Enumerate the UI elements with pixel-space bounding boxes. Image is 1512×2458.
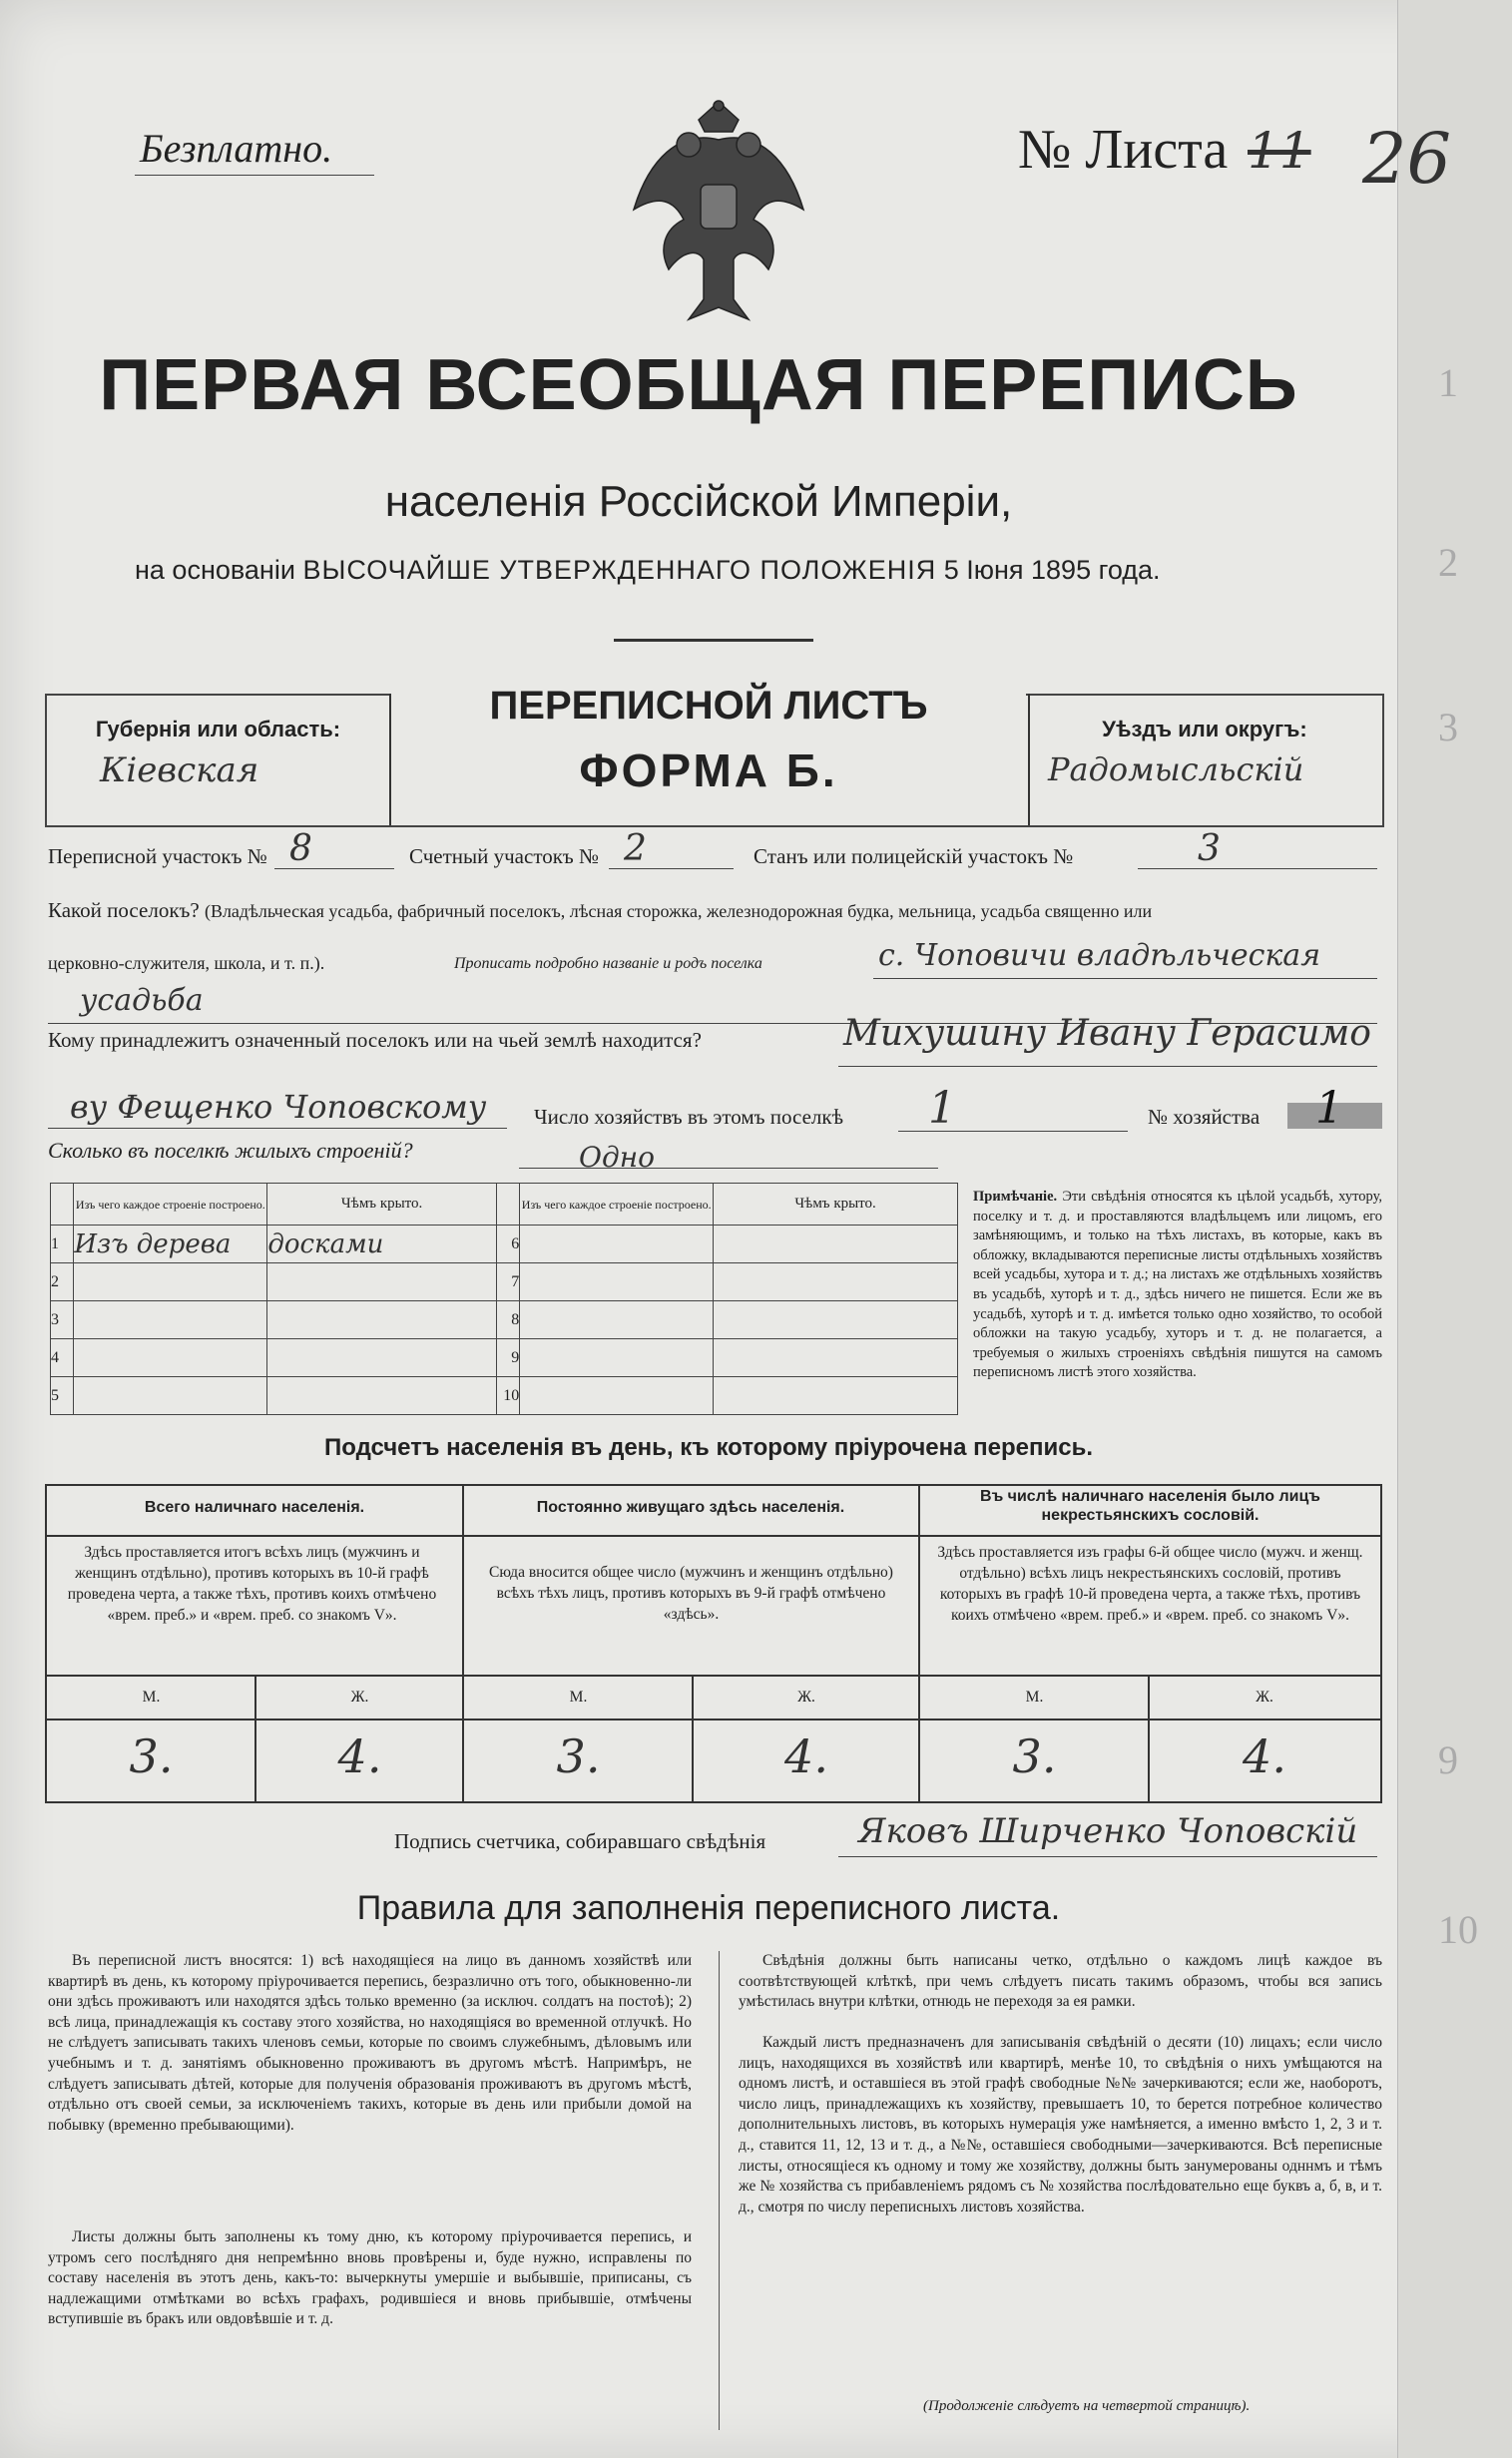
stan-value: 3 — [1198, 828, 1221, 869]
sheet-number-crossed: 11 — [1248, 122, 1311, 180]
count-area-value: 2 — [624, 828, 647, 869]
page-edge — [1397, 0, 1512, 2458]
margin-number: 3 — [1438, 705, 1458, 749]
table-row: 4 9 — [51, 1339, 958, 1377]
census-basis: на основаніи ВЫСОЧАЙШЕ УТВЕРЖДЕННАГО ПОЛОЖЕНІЯ 5 Іюня 1895 года. — [135, 555, 1161, 585]
sheet-number-label: № Листа — [1018, 119, 1229, 181]
title-rule — [614, 639, 813, 642]
households-label: Число хозяйствъ въ этомъ поселкѣ — [534, 1105, 843, 1129]
household-number-label: № хозяйства — [1148, 1105, 1260, 1129]
census-area-value: 8 — [289, 828, 312, 869]
rules-continued: (Продолженіе слѣдуетъ на четвертой страницѣ). — [923, 2398, 1251, 2414]
non-peasant-female-value: 4. — [1243, 1729, 1286, 1783]
margin-number: 10 — [1438, 1907, 1478, 1952]
female-label: Ж. — [797, 1689, 815, 1706]
district-label: Уѣздъ или округъ: — [1102, 717, 1307, 741]
owner-label: Кому принадлежитъ означенный поселокъ или на чьей землѣ находится? — [48, 1028, 702, 1052]
stan-label: Станъ или полицейскій участокъ № — [754, 844, 1074, 868]
total-population-text: Здѣсь проставляется итогъ всѣхъ лицъ (мужчинъ и женщинъ отдѣльно), противъ которыхъ въ 10-й графѣ проведена черта, а также тѣхъ, противъ коихъ отмѣчено «врем. преб.» и «врем. преб. со знакомъ V». — [67, 1544, 437, 1624]
female-label: Ж. — [1256, 1689, 1273, 1706]
form-type: ФОРМА Б. — [579, 744, 838, 796]
census-area-label: Переписной участокъ № — [48, 844, 267, 868]
households-value: 1 — [928, 1083, 956, 1134]
population-heading: Подсчетъ населенія въ день, къ которому пріурочена перепись. — [324, 1434, 1093, 1461]
total-female-value: 4. — [337, 1729, 382, 1783]
permanent-male-value: 3. — [556, 1729, 601, 1783]
settlement-value: с. Чоповичи владѣльческая — [878, 938, 1321, 973]
buildings-value: Одно — [579, 1141, 656, 1174]
rules-right-p1: Свѣдѣнія должны быть написаны четко, отдѣльно о каждомъ лицѣ каждое въ соотвѣтствующей клѣткѣ, при чемъ слѣдуетъ писать такимъ образомъ, чтобы вся запись умѣстилась внутри клѣтки, отнюдь не переходя за ея рамки. — [739, 1952, 1382, 2011]
sheet-number-value: 26 — [1362, 118, 1452, 200]
buildings-table — [50, 1183, 958, 1415]
double-headed-eagle-emblem — [619, 100, 818, 329]
table-row: 1 Изъ дерева досками 6 — [51, 1226, 958, 1263]
free-underline — [135, 175, 374, 176]
roof-header: Чѣмъ крыто. — [267, 1184, 497, 1226]
non-peasant-male-value: 3. — [1012, 1729, 1057, 1783]
table-row: 3 8 — [51, 1301, 958, 1339]
settlement-question: Какой поселокъ? (Владѣльческая усадьба, фабричный поселокъ, лѣсная сторожка, железнодорожная будка, мельница, усадьба священно или — [48, 898, 1153, 922]
settlement-hint: церковно-служителя, школа, и т. п.). — [48, 953, 325, 973]
province-label: Губернія или область: — [95, 717, 341, 741]
owner-value-cont: ву Фещенко Чоповскому — [70, 1088, 487, 1126]
female-label: Ж. — [350, 1689, 369, 1706]
male-label: М. — [569, 1689, 588, 1706]
note: Примѣчаніе. Эти свѣдѣнія относятся къ цѣлой усадьбѣ, хутору, поселку и т. д. и проставляются владѣльцемъ или лицомъ, его замѣняющимъ, и только на тѣхъ листахъ, въ которые, какъ въ обложку, вкладываются переписные листы отдѣльныхъ хозяйствъ всей усадьбы, хутора и т. д.; на листахъ же отдѣльныхъ хозяйствъ въ усадьбѣ, хуторѣ и т. д., здѣсь ничего не пишется. Если же въ усадьбѣ, хуторѣ и т. д. имѣется только одно хозяйство, то особой обложки на такую усадьбу, хуторъ и т. д. не полагается, а требуемыя о жилыхъ строеніяхъ свѣдѣнія пишутся на самомъ переписномъ листѣ этого хозяйства. — [973, 1189, 1382, 1381]
permanent-population-text: Сюда вносится общее число (мужчинъ и женщинъ отдѣльно) всѣхъ тѣхъ лицъ, противъ которыхъ въ 9-й графѣ отмѣчено «здѣсь». — [489, 1564, 893, 1623]
signature-label: Подпись счетчика, собиравшаго свѣдѣнія — [394, 1829, 766, 1853]
permanent-population-title: Постоянно живущаго здѣсь населенія. — [536, 1499, 845, 1516]
margin-number: 1 — [1438, 360, 1458, 405]
table-row: 5 10 — [51, 1377, 958, 1415]
count-area-label: Счетный участокъ № — [409, 844, 600, 868]
non-peasant-title: Въ числѣ наличнаго населенія было лицъ некрестьянскихъ сословій. — [980, 1488, 1320, 1524]
non-peasant-text: Здѣсь проставляется изъ графы 6-й общее число (мужч. и женщ. отдѣльно) всѣхъ лицъ некрестьянскихъ сословій, противъ которыхъ въ графѣ 10-й проведена черта, а также тѣхъ, противъ коихъ отмѣчено «врем. преб.» и «врем. преб. со знакомъ V». — [937, 1544, 1363, 1624]
census-title: ПЕРВАЯ ВСЕОБЩАЯ ПЕРЕПИСЬ — [99, 345, 1298, 425]
district-value: Радомысльскій — [1048, 750, 1304, 788]
total-male-value: 3. — [129, 1729, 174, 1783]
rules-left-p1: Въ переписной листъ вносятся: 1) всѣ находящіеся на лицо въ данномъ хозяйствѣ или квартирѣ въ день, къ которому пріурочивается перепись, безразлично отъ того, обыкновенно-ли они здѣсь проживаютъ или находятся здѣсь только временно (за исключ. солдатъ на постоѣ); 2) всѣ лица, принадлежащія къ составу этого хозяйства, но находящіяся во временной отлучкѣ. Но не слѣдуетъ записывать такихъ членовъ семьи, которые по своимъ служебнымъ, дѣловымъ или учебнымъ и т. д. занятіямъ обыкновенно проживаютъ въ другомъ мѣстѣ. Напримѣръ, не слѣдуетъ записывать дѣтей, которые для полученія образованія проживаютъ въ другомъ мѣстѣ, отдѣльно отъ своей семьи, за исключеніемъ такихъ, которые въ день или прибыли домой на побывку (временно пребывающими). — [48, 1952, 692, 2134]
form-name: ПЕРЕПИСНОЙ ЛИСТЪ — [391, 684, 1026, 729]
buildings-label: Сколько въ поселкѣ жилыхъ строеній? — [48, 1138, 413, 1163]
owner-value: Михушину Ивану Герасимо — [843, 1013, 1371, 1054]
male-label: М. — [142, 1689, 161, 1706]
settlement-value-cont: усадьба — [80, 983, 204, 1018]
male-label: М. — [1025, 1689, 1044, 1706]
margin-number: 9 — [1438, 1737, 1458, 1782]
margin-number: 2 — [1438, 540, 1458, 585]
material-header-2: Изъ чего каждое строеніе построено. — [520, 1184, 714, 1226]
rules-right-p2: Каждый листъ предназначенъ для записыванія свѣдѣній о десяти (10) лицахъ; если число лицъ, находящихся въ хозяйствѣ или квартирѣ, менѣе 10, то свѣдѣнія о нихъ умѣщаются на одномъ листѣ, и оставшіеся въ этой графѣ свободные №№ зачеркиваются; если же, наоборотъ, число лицъ, принадлежащихъ къ хозяйству, превышаетъ 10, то берется потребное количество дополнительныхъ листовъ, въ которыхъ нумерація уже намѣняется, а именно вмѣсто 1, 2, 3 и т. д., ставится 11, 12, 13 и т. д., а №№, оставшіеся свободными—зачеркиваются. Всѣ переписные листы, относящіеся къ одному и тому же хозяйству, должны быть занумерованы одннмъ и тѣмъ же № хозяйства съ прибавленіемъ рядомъ съ № хозяйства послѣдовательно еще буквъ а, б, в, и т. д., смотря по числу переписныхъ листовъ хозяйства. — [739, 2034, 1382, 2215]
settlement-instruction: Прописать подробно названіе и родъ поселка — [454, 955, 762, 972]
material-header: Изъ чего каждое строеніе построено. — [74, 1184, 267, 1226]
signature-value: Яковъ Ширченко Чоповскій — [858, 1811, 1358, 1851]
rules-divider — [719, 1951, 720, 2430]
census-subtitle: населенія Россійской Имперіи, — [384, 477, 1013, 526]
permanent-female-value: 4. — [784, 1729, 828, 1783]
roof-header-2: Чѣмъ крыто. — [714, 1184, 958, 1226]
province-value: Кіевская — [100, 750, 259, 790]
rules-left-p2: Листы должны быть заполнены къ тому дню, къ которому пріурочивается перепись, и утромъ сего послѣдняго дня непремѣнно вновь провѣрены и, буде нужно, исправлены по составу населенія въ этотъ день, какъ-то: вычеркнуты умершіе и выбывшіе, приписаны, съ надлежащими отмѣтками во всѣхъ графахъ, родившіеся и вновь прибывшіе, отмѣчены вступившіе въ бракъ или овдовѣвшіе и т. д. — [48, 2228, 692, 2328]
household-number-value: 1 — [1315, 1083, 1343, 1134]
free-label: Безплатно. — [140, 126, 333, 171]
rules-heading: Правила для заполненія переписного листа. — [356, 1889, 1061, 1927]
table-row: 2 7 — [51, 1263, 958, 1301]
total-population-title: Всего наличнаго населенія. — [144, 1499, 365, 1516]
